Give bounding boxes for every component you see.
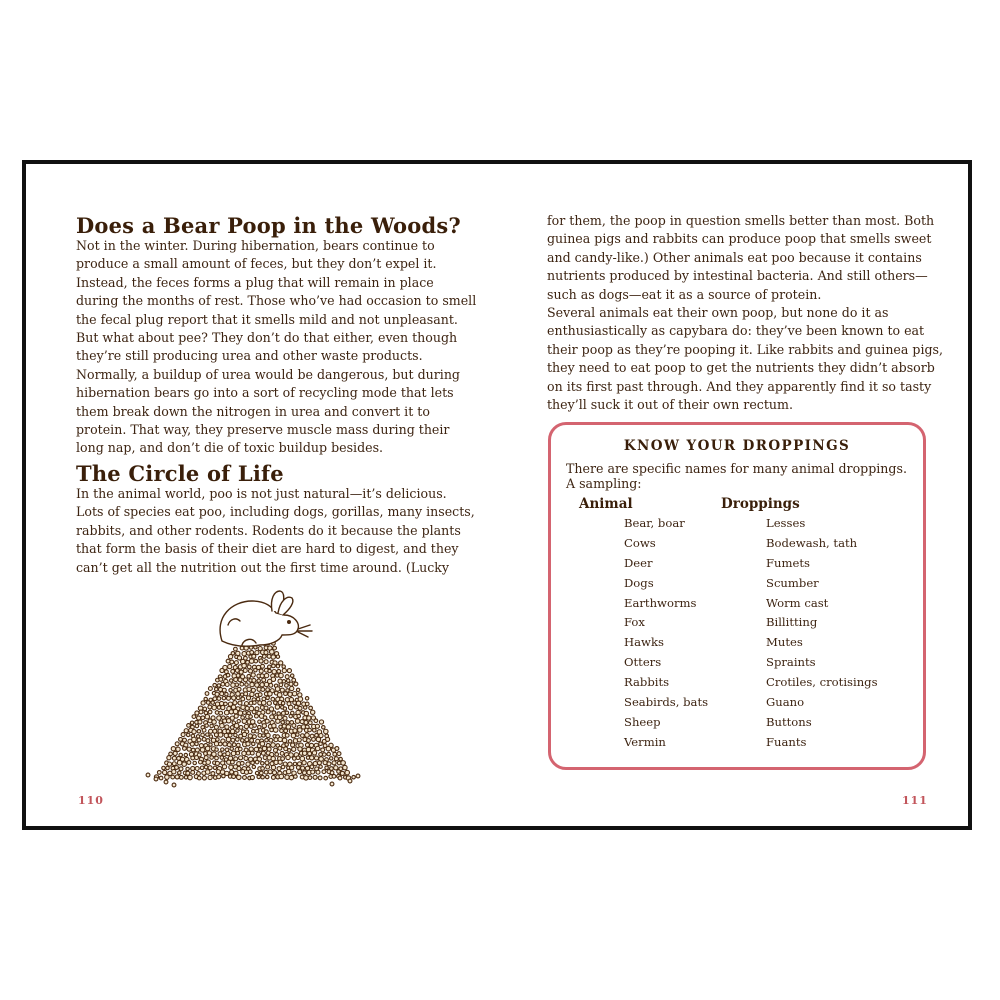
animal-cell: Cows [624,535,656,550]
left-paragraph-1-line: the fecal plug report that it smells mild and not unpleasant. [76,311,458,327]
page-number-left: 110 [78,794,104,807]
dropping-cell: Buttons [766,714,812,729]
sidebar-intro: There are specific names for many animal droppings. A sampling: [566,461,907,491]
animal-cell: Otters [624,655,662,670]
right-paragraph-1-line: guinea pigs and rabbits can produce poop that smells sweet [547,231,932,247]
droppings-sidebar [548,422,926,770]
dropping-cell: Billitting [766,615,818,630]
left-paragraph-1-line: during the months of rest. Those who’ve had occasion to smell [76,293,477,309]
left-paragraph-1-line: Instead, the feces forms a plug that will remain in place [76,274,434,290]
dropping-cell: Crotiles, crotisings [766,675,878,690]
right-paragraph-1 [547,212,934,304]
left-paragraph-1-line: long nap, and don’t die of toxic buildup besides. [76,440,384,456]
page-number-right: 111 [902,794,928,807]
animal-cell: Hawks [624,635,664,650]
column-header-droppings: Droppings [721,496,800,512]
left-paragraph-2-line: that form the basis of their diet are hard to digest, and they [76,541,459,557]
table-row [551,695,923,715]
column-header-animal: Animal [579,496,633,512]
droppings-table [551,516,923,755]
right-paragraph-2-line: they’ll suck it out of their own rectum. [547,397,793,413]
table-row [551,635,923,655]
left-paragraph-1-line: Not in the winter. During hibernation, bears continue to [76,238,435,253]
table-row [551,715,923,735]
left-paragraph-1-line: produce a small amount of feces, but they don’t expel it. [76,256,437,272]
right-paragraph-2-line: Several animals eat their own poop, but none do it as [547,305,889,320]
left-paragraph-1-line: they’re still producing urea and other waste products. [76,348,423,364]
table-row [551,735,923,755]
left-paragraph-1 [76,237,476,458]
heading-bear-poop: Does a Bear Poop in the Woods? [76,213,461,238]
animal-cell: Earthworms [624,595,697,610]
table-row [551,556,923,576]
dropping-cell: Lesses [766,516,806,530]
right-paragraph-2-line: their poop as they’re pooping it. Like rabbits and guinea pigs, [547,341,944,357]
right-paragraph-2-line: they need to eat poop to get the nutrients they didn’t absorb [547,360,935,376]
dropping-cell: Fuants [766,734,807,749]
dropping-cell: Fumets [766,555,810,570]
left-paragraph-1-line: But what about pee? They don’t do that either, even though [76,330,458,346]
left-paragraph-2-line: rabbits, and other rodents. Rodents do it because the plants [76,522,461,538]
left-paragraph-1-line: them break down the nitrogen in urea and convert it to [76,403,430,419]
table-row [551,675,923,695]
animal-cell: Fox [624,615,645,630]
table-row [551,576,923,596]
table-row [551,536,923,556]
right-paragraph-1-line: such as dogs—eat it as a source of protein. [547,286,822,302]
right-paragraph-1-line: nutrients produced by intestinal bacteria. And still others— [547,268,928,284]
animal-cell: Rabbits [624,675,670,690]
left-paragraph-1-line: hibernation bears go into a sort of recycling mode that lets [76,385,454,401]
right-paragraph-2-line: enthusiastically as capybara do: they’ve been known to eat [547,323,925,339]
right-paragraph-1-line: for them, the poop in question smells better than most. Both [547,213,935,228]
dropping-cell: Worm cast [766,595,829,610]
rabbit-on-poop-pile-icon [144,589,364,789]
table-row [551,516,923,536]
table-row [551,615,923,635]
dropping-cell: Bodewash, tath [766,535,858,550]
left-paragraph-1-line: protein. That way, they preserve muscle mass during their [76,422,450,438]
table-row [551,655,923,675]
left-paragraph-2 [76,485,475,577]
animal-cell: Vermin [624,734,666,749]
animal-cell: Deer [624,555,653,570]
left-paragraph-1-line: Normally, a buildup of urea would be dangerous, but during [76,366,460,382]
right-paragraph-2-line: on its first past through. And they apparently find it so tasty [547,378,932,394]
table-row [551,596,923,616]
left-paragraph-2-line: Lots of species eat poo, including dogs, gorillas, many insects, [76,504,475,520]
right-paragraph-2 [547,304,943,414]
left-paragraph-2-line: can’t get all the nutrition out the first time around. (Lucky [76,559,450,575]
dropping-cell: Scumber [766,575,819,590]
left-paragraph-2-line: In the animal world, poo is not just natural—it’s delicious. [76,486,447,501]
dropping-cell: Spraints [766,655,816,670]
book-spread [22,160,972,830]
dropping-cell: Guano [766,695,805,710]
heading-circle-of-life: The Circle of Life [76,461,284,486]
right-paragraph-1-line: and candy-like.) Other animals eat poo because it contains [547,249,922,265]
sidebar-title: KNOW YOUR DROPPINGS [623,438,851,454]
animal-cell: Bear, boar [624,516,685,530]
animal-cell: Sheep [624,714,661,729]
animal-cell: Seabirds, bats [624,695,709,710]
animal-cell: Dogs [624,575,654,590]
dropping-cell: Mutes [766,635,803,650]
